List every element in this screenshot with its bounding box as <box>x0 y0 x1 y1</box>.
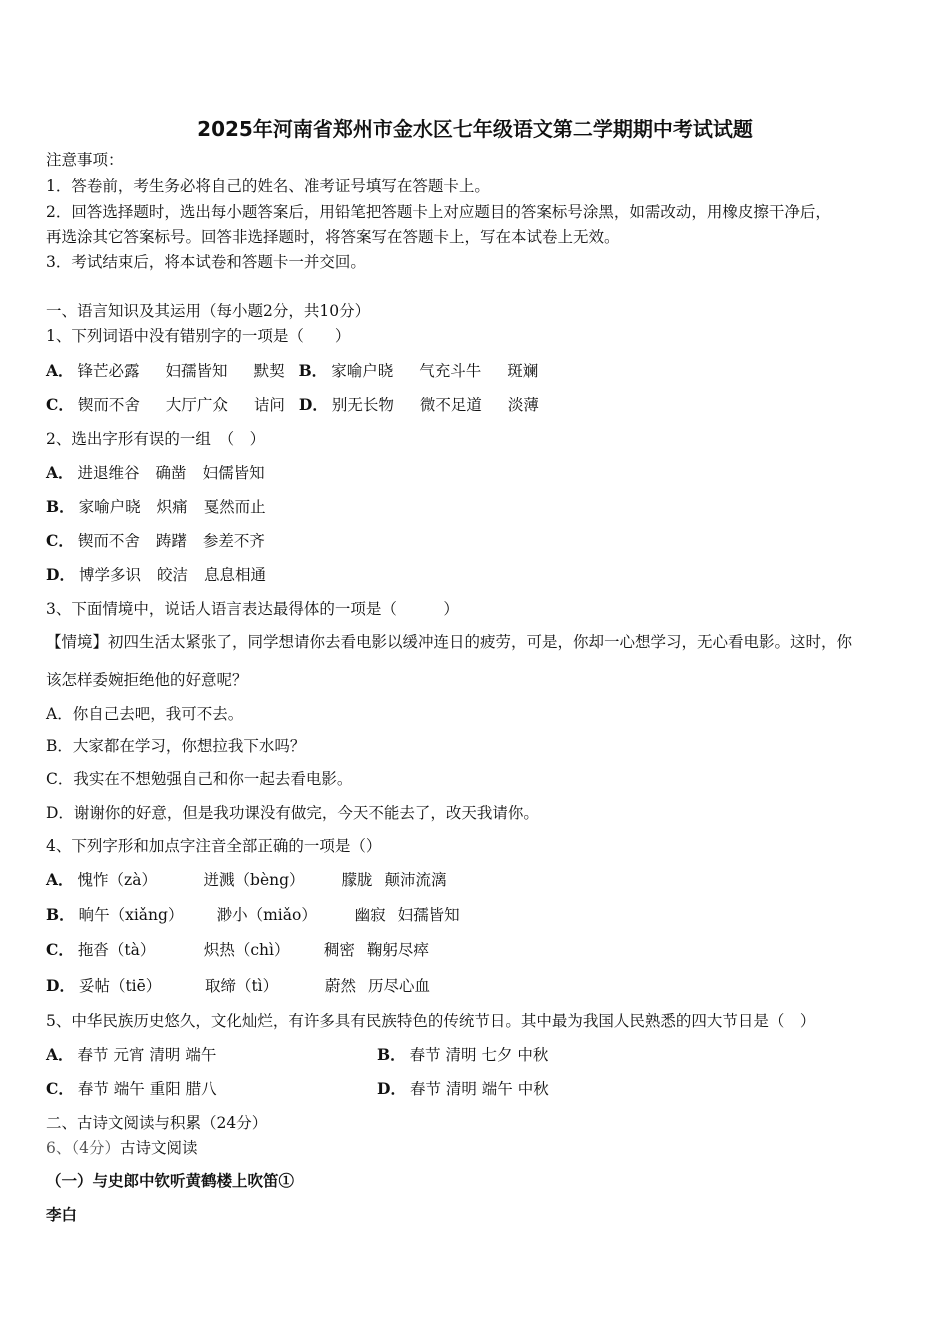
option-word: 锲而不舍 <box>77 532 140 550</box>
option-row <box>46 497 292 517</box>
option-word: 渺小（miǎo） <box>216 906 317 924</box>
option-word: 息息相通 <box>203 566 266 584</box>
page-title: 2025年河南省郑州市金水区七年级语文第二学期期中考试试题 <box>197 117 753 141</box>
option-word: 幽寂 <box>354 906 386 924</box>
option-label: D． <box>377 1079 406 1098</box>
option-word: 拖沓（tà） <box>77 941 156 959</box>
option-word: 取缔（tì） <box>204 977 279 995</box>
option-row <box>46 976 456 996</box>
option-row <box>46 870 473 890</box>
option-row <box>46 1079 243 1099</box>
option-word: 踌躇 <box>155 532 187 550</box>
question-stem <box>46 1138 198 1158</box>
option-word: 锋芒必露 <box>77 362 140 380</box>
option-row <box>377 1079 575 1099</box>
question-context: 该怎样委婉拒绝他的好意呢？ <box>46 671 248 689</box>
option-label: B． <box>46 497 75 516</box>
option-word: 妇儒皆知 <box>202 464 265 482</box>
option-label: D． <box>298 395 328 414</box>
notice-heading: 注意事项： <box>46 151 124 169</box>
option-word: 默契 <box>253 362 285 380</box>
option-word: 春节 清明 端午 中秋 <box>409 1080 549 1098</box>
option-word: 鞠躬尽瘁 <box>366 941 429 959</box>
option-word: 稠密 <box>323 941 355 959</box>
option-text: A．你自己去吧，我可不去。 <box>46 705 244 723</box>
notice-item: 1．答卷前，考生务必将自己的姓名、准考证号填写在答题卡上。 <box>46 177 490 195</box>
option-word: 微不足道 <box>419 396 482 414</box>
option-word: 愧怍（zà） <box>77 871 157 889</box>
notice-item: 2．回答选择题时，选出每小题答案后，用铅笔把答题卡上对应题目的答案标号涂黑，如需改动，用橡皮擦干净后， <box>46 203 831 221</box>
option-label: B． <box>298 361 328 380</box>
option-word: 炽痛 <box>156 498 188 516</box>
option-word: 戛然而止 <box>203 498 266 516</box>
option-word: 别无长物 <box>331 396 394 414</box>
question-stem: 3、下面情境中，说话人语言表达最得体的一项是（ ） <box>46 600 459 618</box>
option-label: C． <box>46 940 74 959</box>
question-stem: 1、下列词语中没有错别字的一项是（ ） <box>46 327 351 345</box>
option-word: 春节 元宵 清明 端午 <box>77 1046 217 1064</box>
option-row <box>46 531 291 551</box>
option-word: 春节 端午 重阳 腊八 <box>77 1080 217 1098</box>
option-row <box>377 1045 574 1065</box>
option-word: 妥帖（tiē） <box>78 977 162 995</box>
option-word: 历尽心血 <box>367 977 430 995</box>
question-stem: 2、选出字形有误的一组 （ ） <box>46 430 266 448</box>
option-label: A． <box>46 1045 74 1064</box>
option-row <box>46 361 564 381</box>
option-label: A． <box>46 361 74 380</box>
option-word: 颠沛流漓 <box>384 871 447 889</box>
option-word: 家喻户晓 <box>78 498 141 516</box>
notice-item: 再选涂其它答案标号。回答非选择题时，将答案写在答题卡上，写在本试卷上无效。 <box>46 228 620 246</box>
option-word: 家喻户晓 <box>331 362 394 380</box>
option-text: B．大家都在学习，你想拉我下水吗？ <box>46 737 306 755</box>
question-stem: 4、下列字形和加点字注音全部正确的一项是（） <box>46 837 382 855</box>
option-word: 蔚然 <box>324 977 356 995</box>
option-word: 朦胧 <box>341 871 373 889</box>
option-word: 参差不齐 <box>202 532 265 550</box>
option-row <box>46 565 292 585</box>
option-label: A． <box>46 870 74 889</box>
option-label: D． <box>46 976 75 995</box>
option-label: D． <box>46 565 75 584</box>
option-label: B． <box>46 905 75 924</box>
option-word: 炽热（chì） <box>203 941 290 959</box>
option-word: 锲而不舍 <box>77 396 140 414</box>
option-label: C． <box>46 1079 74 1098</box>
option-word: 妇孺皆知 <box>165 362 228 380</box>
option-word: 妇孺皆知 <box>397 906 460 924</box>
question-context: 【情境】初四生活太紧张了，同学想请你去看电影以缓冲连日的疲劳，可是，你却一心想学习，无心看电影。这时，你 <box>46 633 853 651</box>
option-word: 春节 清明 七夕 中秋 <box>409 1046 549 1064</box>
option-word: 进退维谷 <box>77 464 140 482</box>
option-row <box>46 463 291 483</box>
option-word: 博学多识 <box>78 566 141 584</box>
option-label: B． <box>377 1045 406 1064</box>
option-row <box>46 395 565 415</box>
option-word: 气充斗牛 <box>419 362 482 380</box>
notice-item: 3．考试结束后，将本试卷和答题卡一并交回。 <box>46 253 366 271</box>
poem-title: （一）与史郎中钦听黄鹤楼上吹笛① <box>46 1171 295 1190</box>
question-text: 古诗文阅读 <box>119 1139 198 1157</box>
section-heading: 一、语言知识及其运用（每小题2分，共10分） <box>46 302 371 320</box>
poem-author: 李白 <box>46 1205 78 1224</box>
question-number: 6、（4分） <box>46 1139 120 1157</box>
option-word: 大厅广众 <box>165 396 228 414</box>
option-row <box>46 940 455 960</box>
option-word: 晌午（xiǎng） <box>78 906 184 924</box>
option-word: 迸溅（bèng） <box>203 871 305 889</box>
option-label: C． <box>46 395 74 414</box>
option-text: D．谢谢你的好意，但是我功课没有做完，今天不能去了，改天我请你。 <box>46 804 539 822</box>
option-row <box>46 1045 242 1065</box>
option-label: C． <box>46 531 74 550</box>
question-stem: 5、中华民族历史悠久，文化灿烂，有许多具有民族特色的传统节日。其中最为我国人民熟悉的四大节日是（ ） <box>46 1012 816 1030</box>
option-word: 皎洁 <box>156 566 188 584</box>
option-label: A． <box>46 463 74 482</box>
option-text: C．我实在不想勉强自己和你一起去看电影。 <box>46 770 353 788</box>
option-word: 斑斓 <box>507 362 539 380</box>
option-word: 确凿 <box>155 464 187 482</box>
option-word: 淡薄 <box>507 396 539 414</box>
option-word: 诘问 <box>253 396 285 414</box>
section-heading: 二、古诗文阅读与积累（24分） <box>46 1114 268 1132</box>
option-row <box>46 905 486 925</box>
